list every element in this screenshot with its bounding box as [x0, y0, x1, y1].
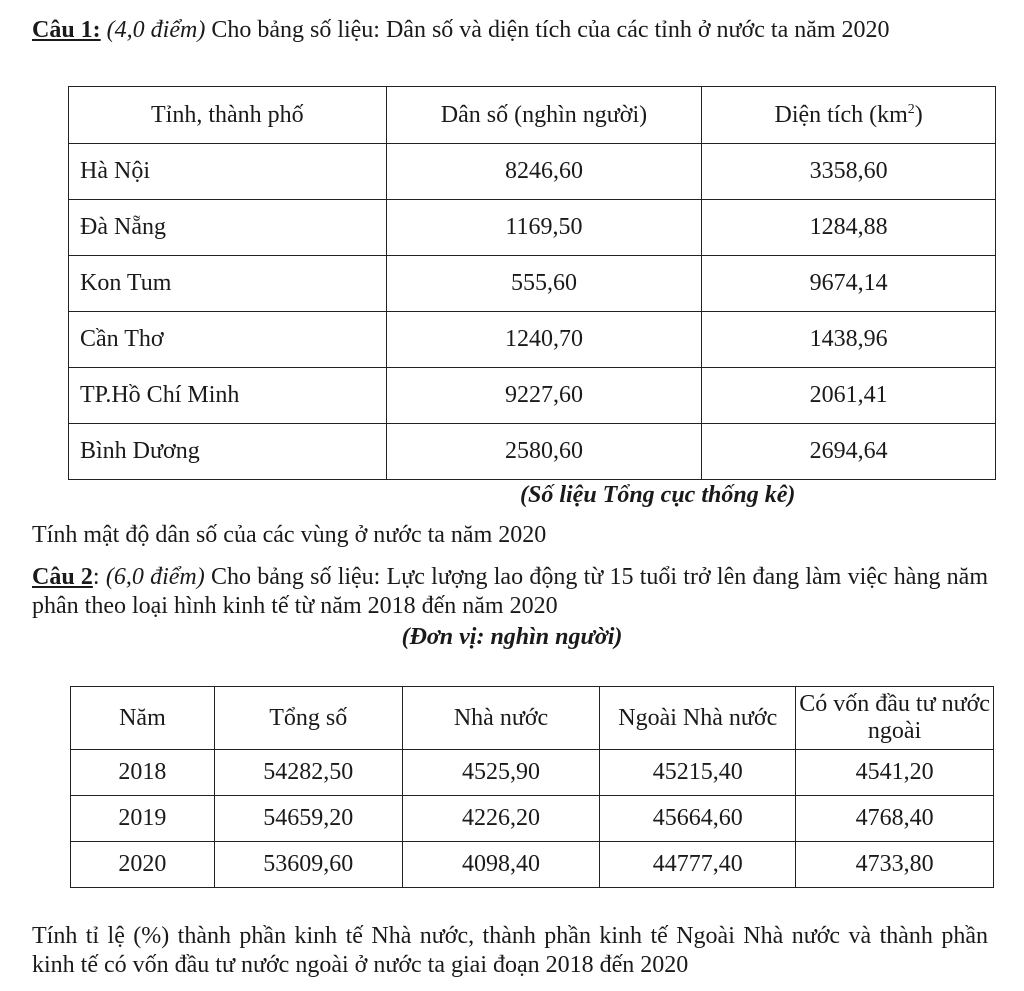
question-1-text: Cho bảng số liệu: Dân số và diện tích của các tỉnh ở nước ta năm 2020 [205, 17, 890, 43]
question-1-intro [32, 16, 988, 45]
question-2-task: Tính tỉ lệ (%) thành phần kinh tế Nhà nước, thành phần kinh tế Ngoài Nhà nước và thành phần kinh tế có vốn đầu tư nước ngoài ở nước ta giai đoạn 2018 đến 2020 [32, 923, 988, 978]
table-row [69, 256, 996, 312]
province-cell: Đà Nẵng [69, 200, 387, 256]
area-cell: 2061,41 [702, 368, 996, 424]
total-cell: 54659,20 [214, 796, 402, 842]
province-cell: TP.Hồ Chí Minh [69, 368, 387, 424]
year-cell: 2018 [71, 750, 215, 796]
province-cell: Kon Tum [69, 256, 387, 312]
state-cell: 4226,20 [402, 796, 600, 842]
question-2-text: Cho bảng số liệu: Lực lượng lao động từ 15 tuổi trở lên đang làm việc hàng năm phân theo loại hình kinh tế từ năm 2018 đến năm 2020 [32, 564, 989, 619]
question-2-intro: Câu 2: (6,0 điểm) Cho bảng số liệu: Lực lượng lao động từ 15 tuổi trở lên đang làm việc hàng năm phân theo loại hình kinh tế từ năm 2018 đến năm 2020 [32, 564, 989, 619]
header-area-text: Diện tích (km [774, 101, 908, 128]
header-population: Dân số (nghìn người) [386, 87, 702, 144]
table-row [69, 144, 996, 200]
province-cell: Hà Nội [69, 144, 387, 200]
header-province: Tỉnh, thành phố [69, 87, 387, 144]
province-cell: Bình Dương [69, 424, 387, 480]
table-2-unit: (Đơn vị: nghìn người) [401, 624, 623, 650]
non-state-cell: 45215,40 [600, 750, 796, 796]
table-row [71, 842, 994, 888]
population-cell: 1240,70 [386, 312, 702, 368]
foreign-cell: 4541,20 [796, 750, 994, 796]
foreign-cell: 4768,40 [796, 796, 994, 842]
area-cell: 9674,14 [702, 256, 996, 312]
table-row [71, 750, 994, 796]
header-state: Nhà nước [402, 687, 600, 750]
question-1-task: Tính mật độ dân số của các vùng ở nước ta năm 2020 [32, 522, 547, 548]
non-state-cell: 45664,60 [600, 796, 796, 842]
table-row [71, 796, 994, 842]
table-row [69, 368, 996, 424]
area-cell: 3358,60 [702, 144, 996, 200]
table-1-source: (Số liệu Tổng cục thống kê) [520, 482, 796, 508]
total-cell: 53609,60 [214, 842, 402, 888]
year-cell: 2020 [71, 842, 215, 888]
population-area-table [68, 86, 996, 480]
total-cell: 54282,50 [214, 750, 402, 796]
area-cell: 1284,88 [702, 200, 996, 256]
population-cell: 1169,50 [386, 200, 702, 256]
foreign-cell: 4733,80 [796, 842, 994, 888]
header-area [702, 87, 996, 144]
table-header-row [71, 687, 994, 750]
question-2-label: Câu 2 [32, 564, 93, 590]
non-state-cell: 44777,40 [600, 842, 796, 888]
table-row [69, 312, 996, 368]
population-cell: 9227,60 [386, 368, 702, 424]
question-2-points: (6,0 điểm) [105, 564, 205, 590]
state-cell: 4098,40 [402, 842, 600, 888]
labor-force-table [70, 686, 994, 888]
question-1-points: (4,0 điểm) [106, 17, 206, 43]
population-cell: 2580,60 [386, 424, 702, 480]
header-foreign-investment: Có vốn đầu tư nước ngoài [796, 687, 994, 750]
table-header-row [69, 87, 996, 144]
year-cell: 2019 [71, 796, 215, 842]
header-year: Năm [71, 687, 215, 750]
population-cell: 555,60 [386, 256, 702, 312]
table-row [69, 424, 996, 480]
table-row [69, 200, 996, 256]
question-1-label: Câu 1: [32, 17, 101, 43]
area-cell: 2694,64 [702, 424, 996, 480]
state-cell: 4525,90 [402, 750, 600, 796]
population-cell: 8246,60 [386, 144, 702, 200]
header-total: Tổng số [214, 687, 402, 750]
header-non-state: Ngoài Nhà nước [600, 687, 796, 750]
province-cell: Cần Thơ [69, 312, 387, 368]
area-cell: 1438,96 [702, 312, 996, 368]
header-area-exponent: 2 [907, 101, 915, 117]
header-area-close: ) [914, 101, 923, 128]
